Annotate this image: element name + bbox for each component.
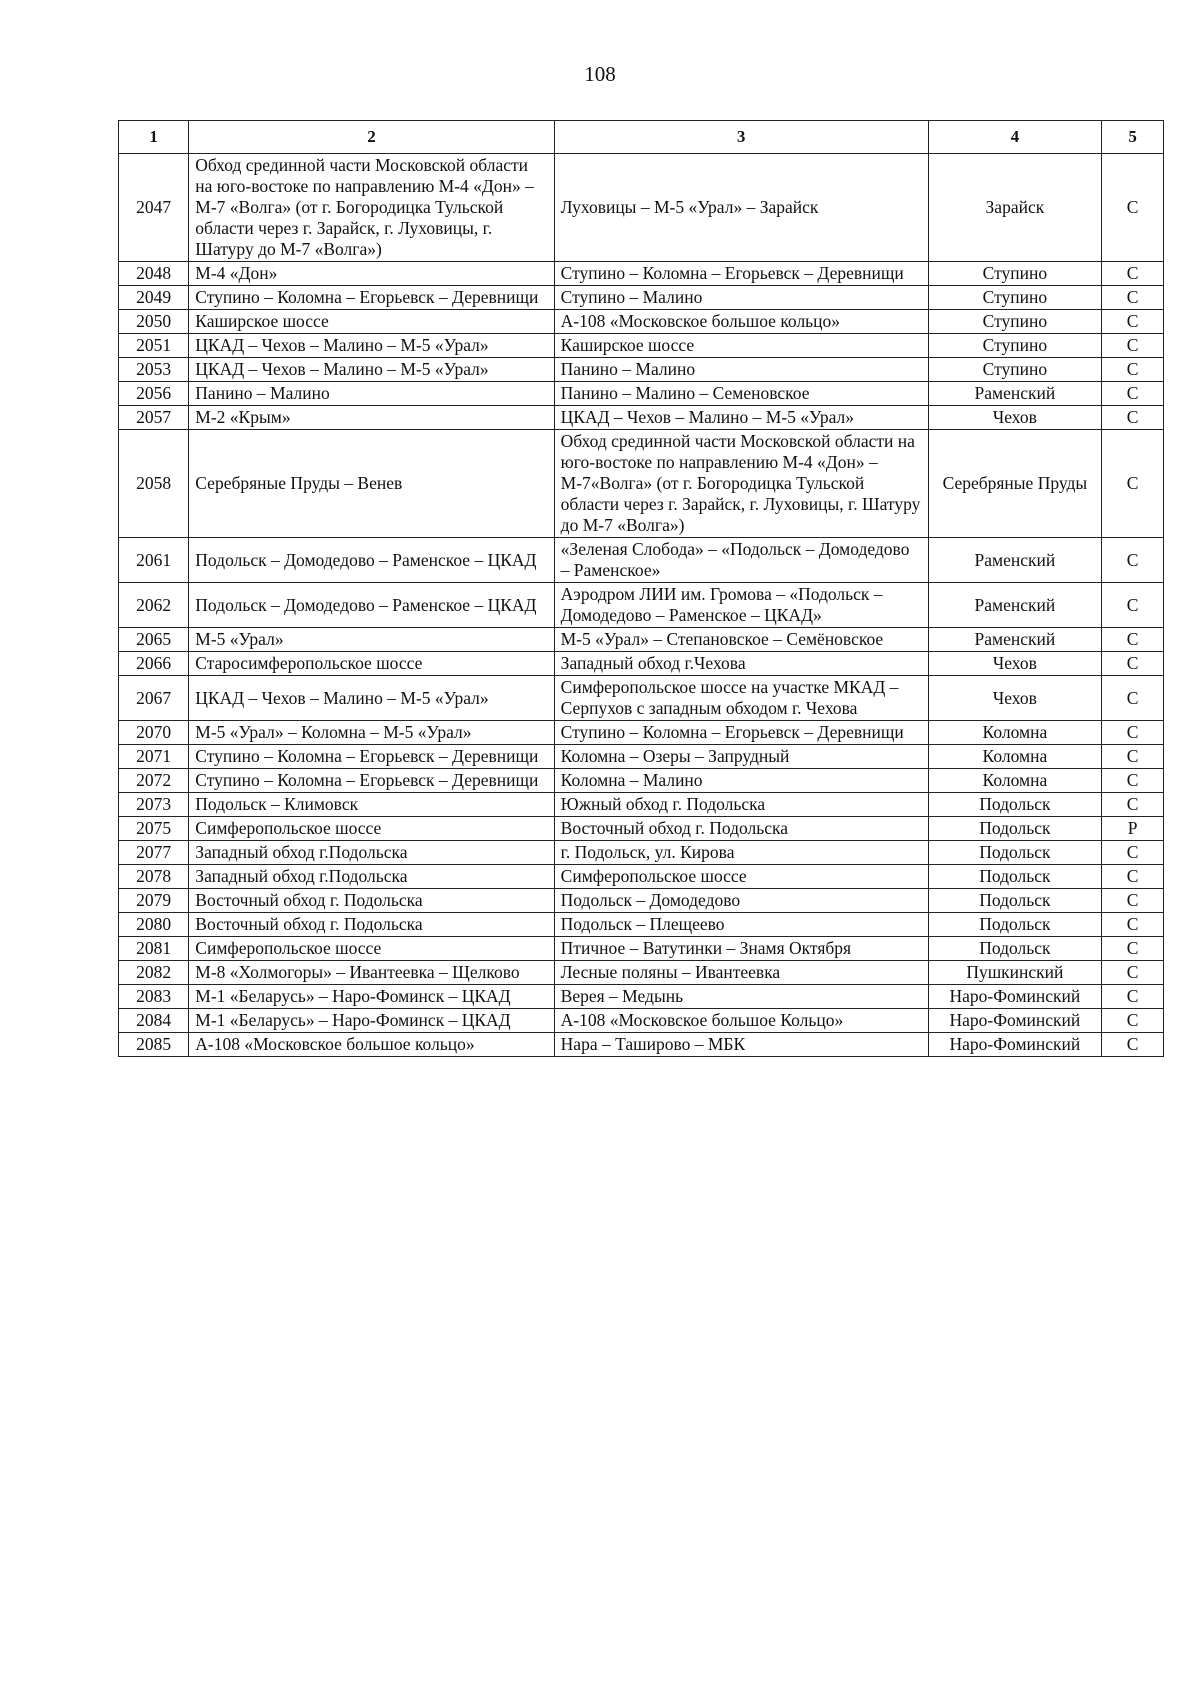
category-cell: С: [1102, 406, 1164, 430]
district-cell: Коломна: [928, 721, 1102, 745]
road-start-cell: Симферопольское шоссе: [189, 817, 554, 841]
category-cell: С: [1102, 154, 1164, 262]
road-start-cell: Западный обход г.Подольска: [189, 865, 554, 889]
district-cell: Зарайск: [928, 154, 1102, 262]
road-start-cell: Подольск – Домодедово – Раменское – ЦКАД: [189, 583, 554, 628]
district-cell: Чехов: [928, 406, 1102, 430]
row-number-cell: 2083: [119, 985, 189, 1009]
road-start-cell: М-2 «Крым»: [189, 406, 554, 430]
table-row: [119, 430, 1164, 538]
road-end-cell: ЦКАД – Чехов – Малино – М-5 «Урал»: [554, 406, 928, 430]
road-end-cell: Нара – Таширово – МБК: [554, 1033, 928, 1057]
category-cell: С: [1102, 652, 1164, 676]
road-end-cell: Каширское шоссе: [554, 334, 928, 358]
table-row: [119, 538, 1164, 583]
road-start-cell: М-1 «Беларусь» – Наро-Фоминск – ЦКАД: [189, 1009, 554, 1033]
district-cell: Ступино: [928, 286, 1102, 310]
road-start-cell: Ступино – Коломна – Егорьевск – Деревнищи: [189, 745, 554, 769]
table-header-row: [119, 121, 1164, 154]
table-body: [119, 154, 1164, 1057]
category-cell: С: [1102, 793, 1164, 817]
row-number-cell: 2070: [119, 721, 189, 745]
district-cell: Ступино: [928, 358, 1102, 382]
road-end-cell: Верея – Медынь: [554, 985, 928, 1009]
district-cell: Наро-Фоминский: [928, 1033, 1102, 1057]
road-end-cell: Ступино – Коломна – Егорьевск – Деревнищи: [554, 721, 928, 745]
category-cell: С: [1102, 1033, 1164, 1057]
category-cell: С: [1102, 889, 1164, 913]
page-number: 108: [584, 62, 616, 86]
road-end-cell: А-108 «Московское большое Кольцо»: [554, 1009, 928, 1033]
category-cell: С: [1102, 382, 1164, 406]
row-number-cell: 2075: [119, 817, 189, 841]
row-number-cell: 2051: [119, 334, 189, 358]
table-row: [119, 889, 1164, 913]
district-cell: Пушкинский: [928, 961, 1102, 985]
road-end-cell: Панино – Малино – Семеновское: [554, 382, 928, 406]
road-start-cell: Ступино – Коломна – Егорьевск – Деревнищи: [189, 769, 554, 793]
table-row: [119, 769, 1164, 793]
district-cell: Чехов: [928, 676, 1102, 721]
road-end-cell: Обход срединной части Московской области на юго-востоке по направлению М-4 «Дон» – М-7«Волга» (от г. Богородицка Тульской области через г. Зарайск, г. Луховицы, г. Шатуру до М-7 «Волга»): [554, 430, 928, 538]
category-cell: С: [1102, 286, 1164, 310]
row-number-cell: 2067: [119, 676, 189, 721]
road-start-cell: М-8 «Холмогоры» – Ивантеевка – Щелково: [189, 961, 554, 985]
category-cell: С: [1102, 628, 1164, 652]
category-cell: С: [1102, 334, 1164, 358]
road-end-cell: Луховицы – М-5 «Урал» – Зарайск: [554, 154, 928, 262]
road-end-cell: Симферопольское шоссе: [554, 865, 928, 889]
road-end-cell: Симферопольское шоссе на участке МКАД – Серпухов с западным обходом г. Чехова: [554, 676, 928, 721]
road-start-cell: М-4 «Дон»: [189, 262, 554, 286]
row-number-cell: 2050: [119, 310, 189, 334]
category-cell: С: [1102, 430, 1164, 538]
category-cell: С: [1102, 676, 1164, 721]
road-start-cell: Старосимферопольское шоссе: [189, 652, 554, 676]
road-end-cell: Восточный обход г. Подольска: [554, 817, 928, 841]
category-cell: С: [1102, 1009, 1164, 1033]
table-row: [119, 1009, 1164, 1033]
row-number-cell: 2080: [119, 913, 189, 937]
road-start-cell: М-5 «Урал» – Коломна – М-5 «Урал»: [189, 721, 554, 745]
category-cell: С: [1102, 721, 1164, 745]
road-start-cell: ЦКАД – Чехов – Малино – М-5 «Урал»: [189, 358, 554, 382]
district-cell: Ступино: [928, 262, 1102, 286]
road-end-cell: Подольск – Плещеево: [554, 913, 928, 937]
road-start-cell: ЦКАД – Чехов – Малино – М-5 «Урал»: [189, 334, 554, 358]
district-cell: Подольск: [928, 865, 1102, 889]
district-cell: Наро-Фоминский: [928, 985, 1102, 1009]
row-number-cell: 2066: [119, 652, 189, 676]
row-number-cell: 2058: [119, 430, 189, 538]
district-cell: Раменский: [928, 628, 1102, 652]
category-cell: С: [1102, 310, 1164, 334]
road-end-cell: Южный обход г. Подольска: [554, 793, 928, 817]
table-row: [119, 1033, 1164, 1057]
district-cell: Серебряные Пруды: [928, 430, 1102, 538]
road-end-cell: Коломна – Озеры – Запрудный: [554, 745, 928, 769]
road-start-cell: Симферопольское шоссе: [189, 937, 554, 961]
district-cell: Подольск: [928, 841, 1102, 865]
category-cell: Р: [1102, 817, 1164, 841]
category-cell: С: [1102, 961, 1164, 985]
road-end-cell: г. Подольск, ул. Кирова: [554, 841, 928, 865]
road-end-cell: Птичное – Ватутинки – Знамя Октября: [554, 937, 928, 961]
table-row: [119, 334, 1164, 358]
district-cell: Подольск: [928, 889, 1102, 913]
district-cell: Наро-Фоминский: [928, 1009, 1102, 1033]
header-col-5: 5: [1102, 121, 1164, 154]
header-col-4: 4: [928, 121, 1102, 154]
district-cell: Подольск: [928, 937, 1102, 961]
district-cell: Ступино: [928, 310, 1102, 334]
table-row: [119, 745, 1164, 769]
district-cell: Раменский: [928, 538, 1102, 583]
table-row: [119, 676, 1164, 721]
table-row: [119, 721, 1164, 745]
category-cell: С: [1102, 865, 1164, 889]
district-cell: Коломна: [928, 769, 1102, 793]
road-start-cell: Обход срединной части Московской области на юго-востоке по направлению М-4 «Дон» – М-7 «Волга» (от г. Богородицка Тульской области через г. Зарайск, г. Луховицы, г. Шатуру до М-7 «Волга»): [189, 154, 554, 262]
row-number-cell: 2062: [119, 583, 189, 628]
category-cell: С: [1102, 745, 1164, 769]
road-end-cell: М-5 «Урал» – Степановское – Семёновское: [554, 628, 928, 652]
road-start-cell: М-1 «Беларусь» – Наро-Фоминск – ЦКАД: [189, 985, 554, 1009]
table-row: [119, 286, 1164, 310]
table-row: [119, 262, 1164, 286]
row-number-cell: 2073: [119, 793, 189, 817]
row-number-cell: 2084: [119, 1009, 189, 1033]
road-start-cell: Панино – Малино: [189, 382, 554, 406]
road-start-cell: Ступино – Коломна – Егорьевск – Деревнищи: [189, 286, 554, 310]
road-start-cell: Каширское шоссе: [189, 310, 554, 334]
road-start-cell: Подольск – Климовск: [189, 793, 554, 817]
district-cell: Подольск: [928, 913, 1102, 937]
district-cell: Раменский: [928, 583, 1102, 628]
table-row: [119, 961, 1164, 985]
roads-table: [118, 120, 1164, 1057]
road-start-cell: М-5 «Урал»: [189, 628, 554, 652]
category-cell: С: [1102, 769, 1164, 793]
category-cell: С: [1102, 262, 1164, 286]
row-number-cell: 2048: [119, 262, 189, 286]
table-row: [119, 793, 1164, 817]
row-number-cell: 2078: [119, 865, 189, 889]
table-row: [119, 406, 1164, 430]
row-number-cell: 2056: [119, 382, 189, 406]
table-row: [119, 154, 1164, 262]
table-row: [119, 817, 1164, 841]
row-number-cell: 2085: [119, 1033, 189, 1057]
district-cell: Чехов: [928, 652, 1102, 676]
table-row: [119, 628, 1164, 652]
row-number-cell: 2081: [119, 937, 189, 961]
road-start-cell: Подольск – Домодедово – Раменское – ЦКАД: [189, 538, 554, 583]
road-end-cell: Аэродром ЛИИ им. Громова – «Подольск – Домодедово – Раменское – ЦКАД»: [554, 583, 928, 628]
road-end-cell: Коломна – Малино: [554, 769, 928, 793]
table-row: [119, 652, 1164, 676]
category-cell: С: [1102, 538, 1164, 583]
category-cell: С: [1102, 913, 1164, 937]
road-end-cell: Лесные поляны – Ивантеевка: [554, 961, 928, 985]
district-cell: Коломна: [928, 745, 1102, 769]
road-start-cell: А-108 «Московское большое кольцо»: [189, 1033, 554, 1057]
category-cell: С: [1102, 985, 1164, 1009]
road-start-cell: Западный обход г.Подольска: [189, 841, 554, 865]
table-row: [119, 358, 1164, 382]
table-row: [119, 937, 1164, 961]
row-number-cell: 2077: [119, 841, 189, 865]
table-row: [119, 841, 1164, 865]
row-number-cell: 2061: [119, 538, 189, 583]
row-number-cell: 2053: [119, 358, 189, 382]
road-end-cell: Ступино – Коломна – Егорьевск – Деревнищи: [554, 262, 928, 286]
header-col-1: 1: [119, 121, 189, 154]
row-number-cell: 2057: [119, 406, 189, 430]
category-cell: С: [1102, 583, 1164, 628]
category-cell: С: [1102, 358, 1164, 382]
row-number-cell: 2071: [119, 745, 189, 769]
row-number-cell: 2047: [119, 154, 189, 262]
table-row: [119, 310, 1164, 334]
table-row: [119, 583, 1164, 628]
road-end-cell: Ступино – Малино: [554, 286, 928, 310]
road-start-cell: Восточный обход г. Подольска: [189, 913, 554, 937]
road-end-cell: А-108 «Московское большое кольцо»: [554, 310, 928, 334]
row-number-cell: 2049: [119, 286, 189, 310]
road-end-cell: «Зеленая Слобода» – «Подольск – Домодедово – Раменское»: [554, 538, 928, 583]
header-col-3: 3: [554, 121, 928, 154]
table-row: [119, 913, 1164, 937]
district-cell: Раменский: [928, 382, 1102, 406]
row-number-cell: 2079: [119, 889, 189, 913]
road-end-cell: Подольск – Домодедово: [554, 889, 928, 913]
header-col-2: 2: [189, 121, 554, 154]
category-cell: С: [1102, 841, 1164, 865]
table-row: [119, 985, 1164, 1009]
road-end-cell: Западный обход г.Чехова: [554, 652, 928, 676]
road-start-cell: Восточный обход г. Подольска: [189, 889, 554, 913]
road-end-cell: Панино – Малино: [554, 358, 928, 382]
category-cell: С: [1102, 937, 1164, 961]
table-row: [119, 865, 1164, 889]
district-cell: Подольск: [928, 817, 1102, 841]
table-row: [119, 382, 1164, 406]
row-number-cell: 2082: [119, 961, 189, 985]
road-start-cell: ЦКАД – Чехов – Малино – М-5 «Урал»: [189, 676, 554, 721]
road-start-cell: Серебряные Пруды – Венев: [189, 430, 554, 538]
district-cell: Подольск: [928, 793, 1102, 817]
row-number-cell: 2072: [119, 769, 189, 793]
row-number-cell: 2065: [119, 628, 189, 652]
district-cell: Ступино: [928, 334, 1102, 358]
